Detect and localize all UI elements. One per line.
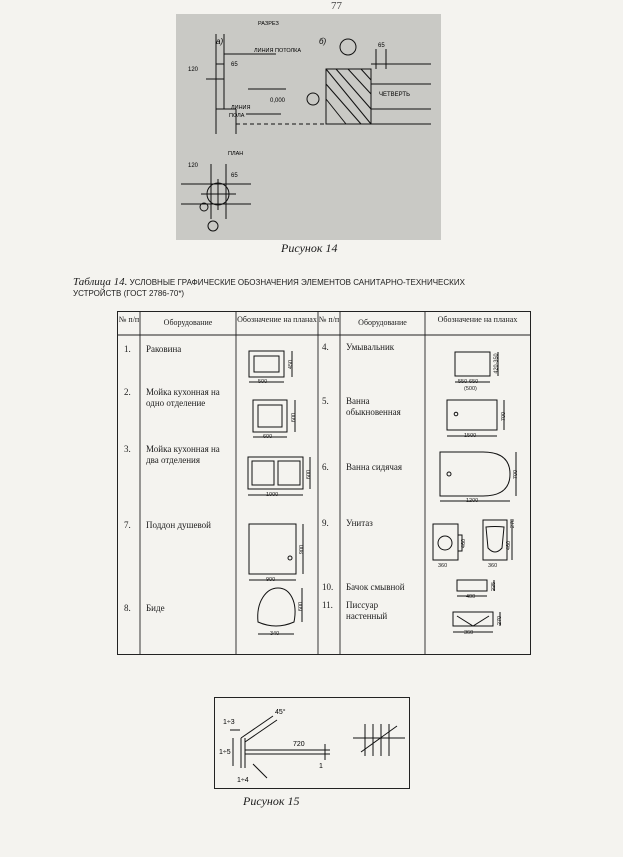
dim-umyvalnik-h: 420-350 xyxy=(493,353,500,374)
header-num-right: № п/п xyxy=(318,315,340,324)
row-9-num: 9. xyxy=(322,518,329,528)
row-11-name: Писсуар настенный xyxy=(346,600,388,621)
fig14-dim-65b: 65 xyxy=(231,173,238,179)
table-14 xyxy=(117,311,531,655)
dim-moika1-h: 600 xyxy=(291,412,298,423)
fig14-dim-120: 120 xyxy=(188,67,199,73)
figure-14-svg xyxy=(176,14,441,240)
dim-umyvalnik-alt: (500) xyxy=(464,386,477,392)
dim-vanna-sid-w: 1200 xyxy=(466,498,479,504)
fig14-razrez: РАЗРЕЗ xyxy=(258,21,279,27)
row-2-num: 2. xyxy=(124,387,131,397)
fig15-dim-1-5: 1÷5 xyxy=(219,749,231,756)
row-3-name: Мойка кухонная на два отделения xyxy=(146,444,220,465)
row-8-name: Биде xyxy=(146,603,165,613)
figure-15-svg xyxy=(215,698,409,788)
row-4-name: Умывальник xyxy=(346,342,395,352)
row-6-num: 6. xyxy=(322,462,329,472)
dim-moika2-h: 600 xyxy=(306,469,313,480)
fig14-liniya-pola-1: ЛИНИЯ xyxy=(231,105,251,111)
row-4-num: 4. xyxy=(322,342,329,352)
row-8-num: 8. xyxy=(124,603,131,613)
dim-rakovina-w: 500 xyxy=(258,379,268,385)
row-5-num: 5. xyxy=(322,396,329,406)
row-9-name: Унитаз xyxy=(346,518,373,528)
fig14-dim-120b: 120 xyxy=(188,163,199,169)
header-equipment-right: Оборудование xyxy=(358,318,407,327)
dim-poddon-h: 900 xyxy=(299,544,306,555)
row-2-name: Мойка кухонная на одно отделение xyxy=(146,387,220,408)
fig14-label-a: а) xyxy=(216,37,224,46)
dim-pissuar-h: 270 xyxy=(497,615,504,626)
row-10-num: 10. xyxy=(322,582,334,592)
header-symbol-left: Обозначение на планах xyxy=(237,315,317,324)
dim-vanna-w: 1500 xyxy=(464,433,477,439)
dim-unitaz2-h: 460 xyxy=(506,540,513,551)
figure-14-caption: Рисунок 14 xyxy=(281,241,338,255)
fig14-liniya-pola-2: ПОЛА xyxy=(229,113,245,119)
dim-pissuar-w: 360 xyxy=(464,630,474,636)
table-14-heading: УСЛОВНЫЕ ГРАФИЧЕСКИЕ ОБОЗНАЧЕНИЯ ЭЛЕМЕНТОВ САНИТАРНО-ТЕХНИЧЕСКИХ УСТРОЙСТВ (ГОСТ 2786-70*) xyxy=(73,278,465,298)
row-5-name: Ванна обыкновенная xyxy=(346,396,401,417)
figure-15-caption: Рисунок 15 xyxy=(243,794,300,808)
table-14-title xyxy=(73,277,513,299)
dim-bide-w: 340 xyxy=(270,631,280,637)
dim-vanna-sid-h: 700 xyxy=(513,469,520,480)
fig15-dim-1-3: 1÷3 xyxy=(223,719,235,726)
header-num-left: № п/п xyxy=(118,315,140,324)
fig14-dim-65c: 65 xyxy=(378,43,385,49)
row-10-name: Бачок смывной xyxy=(346,582,405,592)
row-1-name: Раковина xyxy=(146,344,182,354)
row-7-num: 7. xyxy=(124,520,131,530)
dim-rakovina-h: 450 xyxy=(288,359,295,370)
fig14-chetvert: ЧЕТВЕРТЬ xyxy=(379,92,411,98)
figure-14-drawing xyxy=(176,14,441,240)
fig15-dim-1: 1 xyxy=(319,763,323,770)
row-1-num: 1. xyxy=(124,344,131,354)
fig14-plan: ПЛАН xyxy=(228,151,244,157)
row-7-name: Поддон душевой xyxy=(146,520,211,530)
dim-bachok-h: 225 xyxy=(491,581,498,592)
fig15-dim-1-4: 1÷4 xyxy=(237,777,249,784)
header-equipment-left: Оборудование xyxy=(163,318,213,327)
fig15-dim-720: 720 xyxy=(293,741,305,748)
row-6-name: Ванна сидячая xyxy=(346,462,403,472)
dim-poddon-w: 900 xyxy=(266,577,276,583)
dim-moika1-w: 600 xyxy=(263,434,273,440)
fig15-dim-45: 45° xyxy=(275,709,286,716)
dim-bachok-w: 400 xyxy=(466,594,476,600)
row-11-num: 11. xyxy=(322,600,333,610)
dim-unitaz1-h: 460 xyxy=(461,538,468,549)
fig14-dim-65: 65 xyxy=(231,62,238,68)
dim-unitaz2-tank: 270 xyxy=(510,518,517,529)
fig14-label-b: б) xyxy=(319,37,327,46)
table-14-lead: Таблица 14. xyxy=(73,276,128,288)
dim-umyvalnik-w: 550-650 xyxy=(458,379,479,385)
dim-bide-h: 600 xyxy=(298,601,305,612)
figure-15-drawing xyxy=(214,697,410,789)
dim-unitaz2-w: 360 xyxy=(488,563,498,569)
fig14-liniya-potolka: ЛИНИЯ ПОТОЛКА xyxy=(254,48,302,54)
row-3-num: 3. xyxy=(124,444,131,454)
fig14-level: 0,000 xyxy=(270,98,286,104)
dim-moika2-w: 1000 xyxy=(266,492,279,498)
dim-vanna-h: 700 xyxy=(501,411,508,422)
dim-unitaz1-w: 360 xyxy=(438,563,448,569)
page-number: 77 xyxy=(331,0,342,12)
header-symbol-right: Обозначение на планах xyxy=(437,315,518,324)
